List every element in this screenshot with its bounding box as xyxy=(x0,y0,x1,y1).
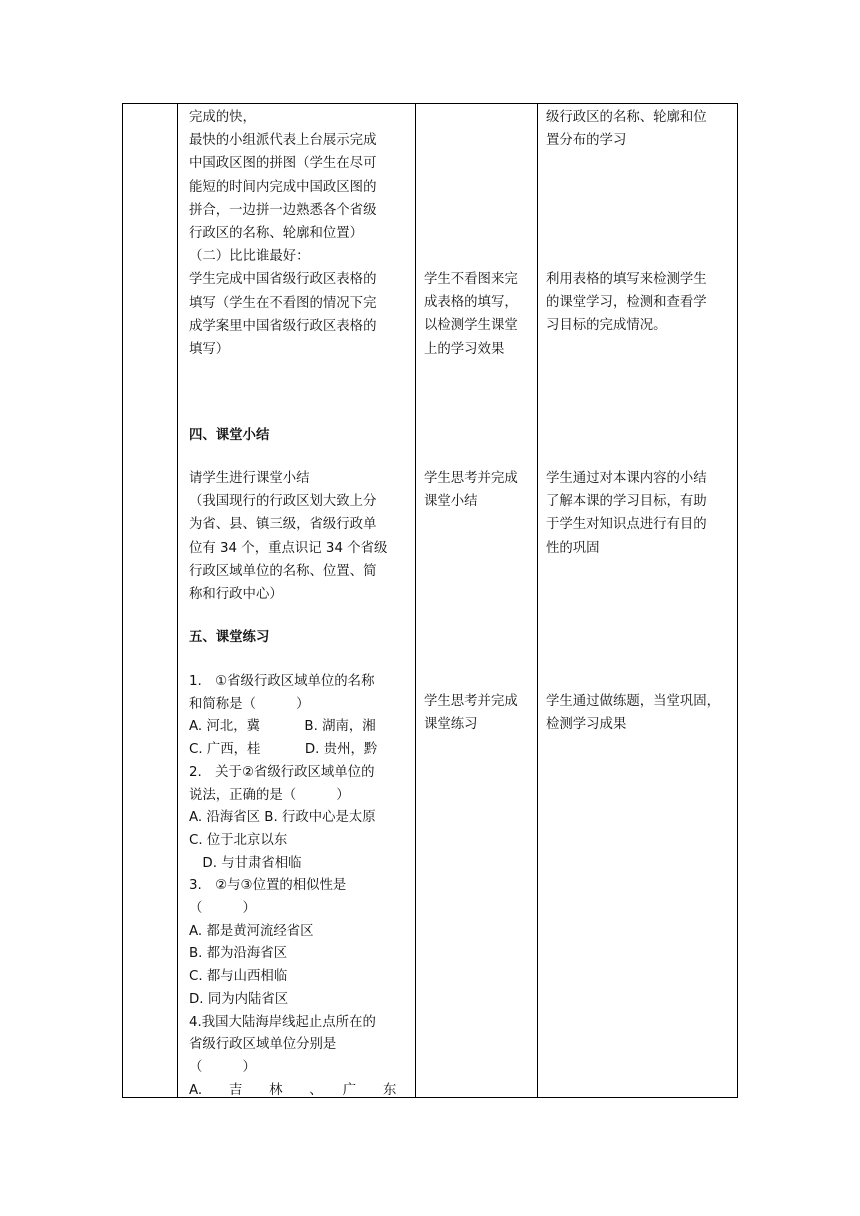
lesson-plan-table xyxy=(122,103,738,1098)
content-line: 行政区域单位的名称、位置、简 xyxy=(189,563,377,579)
teaching-content-cell xyxy=(178,104,416,1098)
content-line: 中国政区图的拼图（学生在尽可 xyxy=(189,156,377,172)
content-line: 1. ①省级行政区域单位的名称 xyxy=(189,674,375,689)
content-line: 习目标的完成情况。 xyxy=(546,318,667,334)
content-line: （ ） xyxy=(189,901,256,916)
content-line: 课堂小结 xyxy=(424,494,478,510)
content-line: A. 河北，冀 B. 湖南，湘 xyxy=(189,719,376,735)
content-line: 说法，正确的是（ ） xyxy=(189,787,350,803)
table-row xyxy=(123,104,738,1098)
content-line: （ ） xyxy=(189,1059,256,1075)
content-line: C. 位于北京以东 xyxy=(189,832,288,848)
content-line: 了解本课的学习目标，有助 xyxy=(546,494,707,510)
content-line: A. 都是黄河流经省区 xyxy=(189,923,314,939)
content-line: 为省、县、镇三级，省级行政单 xyxy=(189,517,377,533)
content-line: 利用表格的填写来检测学生 xyxy=(546,272,707,287)
content-line: 能短的时间内完成中国政区图的 xyxy=(189,179,377,195)
content-line: 检测学习成果 xyxy=(546,717,627,733)
content-line: 成表格的填写， xyxy=(424,295,518,311)
content-line: 最快的小组派代表上台展示完成 xyxy=(189,133,377,149)
content-line: 性的巩固 xyxy=(546,540,600,556)
content-line: 级行政区的名称、轮廓和位 xyxy=(546,110,707,125)
content-line: 置分布的学习 xyxy=(546,133,627,149)
content-line: 学生完成中国省级行政区表格的 xyxy=(189,272,377,288)
content-line: （我国现行的行政区划大致上分 xyxy=(189,494,377,510)
content-line: A. 吉 林 、 广 东 xyxy=(189,1082,397,1097)
content-line: 以检测学生课堂 xyxy=(424,318,518,334)
content-line: 完成的快， xyxy=(189,110,256,125)
content-line: 学生思考并完成 xyxy=(424,694,518,709)
content-line: （二）比比谁最好： xyxy=(189,249,310,265)
content-line: 位有 34 个，重点识记 34 个省级 xyxy=(189,540,388,556)
content-line: A. 沿海省区 B. 行政中心是太原 xyxy=(189,810,376,826)
design-intent-cell xyxy=(538,104,738,1098)
content-line: 行政区的名称、轮廓和位置） xyxy=(189,226,364,241)
content-line: 于学生对知识点进行有目的 xyxy=(546,517,707,533)
content-line: 成学案里中国省级行政区表格的 xyxy=(189,318,377,334)
content-line: 上的学习效果 xyxy=(424,341,505,357)
content-line: D. 同为内陆省区 xyxy=(189,991,289,1007)
content-line: 4.我国大陆海岸线起止点所在的 xyxy=(189,1014,376,1030)
content-line: 填写（学生在不看图的情况下完 xyxy=(189,295,377,311)
content-line: 填写） xyxy=(189,342,230,357)
content-line: 省级行政区域单位分别是 xyxy=(189,1037,337,1053)
content-line: C. 广西，桂 D. 贵州，黔 xyxy=(189,742,378,758)
content-line: 2. 关于②省级行政区域单位的 xyxy=(189,764,375,780)
content-line: 拼合，一边拼一边熟悉各个省级 xyxy=(189,202,377,218)
content-line: 学生不看图来完 xyxy=(424,272,518,287)
content-line: 课堂练习 xyxy=(424,717,478,733)
content-line: B. 都为沿海省区 xyxy=(189,946,288,962)
content-line: 称和行政中心） xyxy=(189,587,283,602)
content-line: 和简称是（ ） xyxy=(189,696,310,712)
content-line: 学生通过做练题，当堂巩固， xyxy=(546,694,721,709)
content-line: D. 与甘肃省相临 xyxy=(189,855,302,871)
content-line: 学生思考并完成 xyxy=(424,471,518,486)
content-line: 学生通过对本课内容的小结 xyxy=(546,471,707,486)
content-line: 3. ②与③位置的相似性是 xyxy=(189,878,347,894)
content-line: 的课堂学习，检测和查看学 xyxy=(546,295,707,311)
student-activity-cell xyxy=(416,104,538,1098)
section-heading: 五、课堂练习 xyxy=(189,630,270,645)
content-line: C. 都与山西相临 xyxy=(189,969,288,985)
content-line: 请学生进行课堂小结 xyxy=(189,471,310,486)
section-heading: 四、课堂小结 xyxy=(189,428,270,443)
